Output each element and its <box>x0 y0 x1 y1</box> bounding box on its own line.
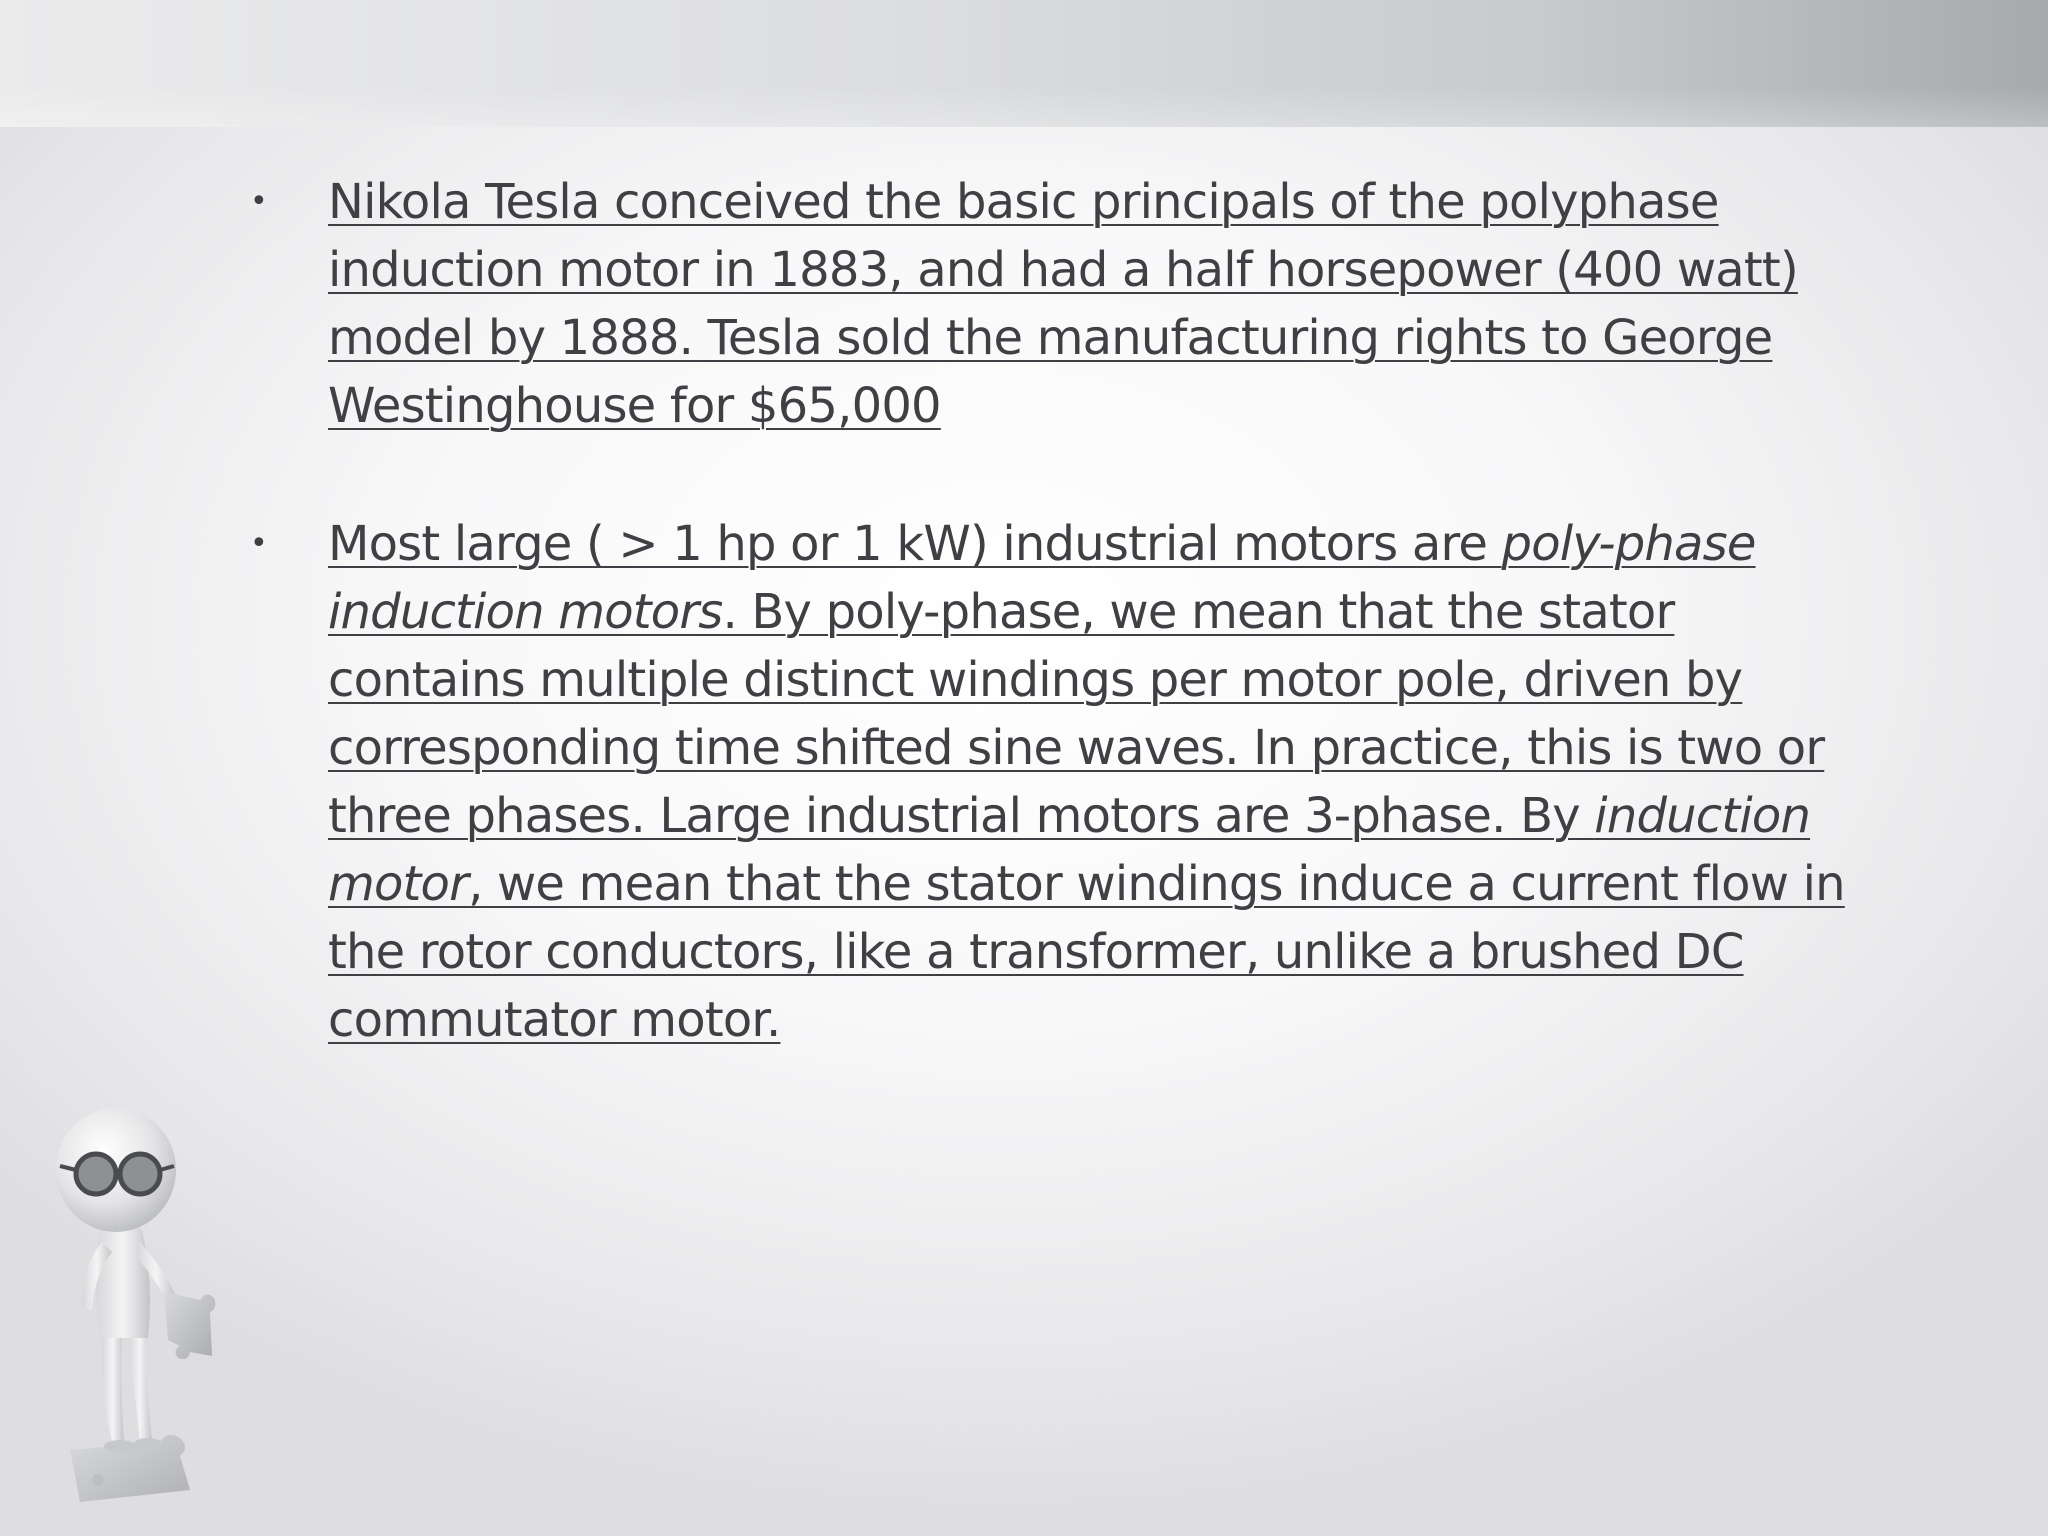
header-band <box>0 0 2048 127</box>
slide-content <box>250 168 1870 1124</box>
italic-term: induction motor <box>328 788 1811 912</box>
bullet-item <box>250 168 1870 440</box>
bullet-text-run: Most large ( > 1 hp or 1 kW) industrial motors are <box>328 516 1502 572</box>
person-with-puzzle-illustration <box>40 1070 250 1530</box>
italic-term: poly-phase induction motors <box>328 516 1756 640</box>
bullet-text <box>328 510 1870 1054</box>
bullet-item <box>250 510 1870 1054</box>
bullet-text-run: . By poly-phase, we mean that the stator contains multiple distinct windings per motor pole, driven by corresponding time shifted sine waves. In practice, this is two or three phases. Large industrial motors are 3-phase. By <box>328 584 1825 844</box>
bullet-marker: • <box>250 526 268 561</box>
bullet-text <box>328 168 1870 440</box>
bullet-marker: • <box>250 184 268 219</box>
bullet-text-run: Nikola Tesla conceived the basic principals of the polyphase induction motor in 1883, and had a half horsepower (400 watt) model by 1888. Tesla sold the manufacturing rights to George Westinghouse for $65,000 <box>328 174 1798 434</box>
bullet-text-run: , we mean that the stator windings induce a current flow in the rotor conductors, like a transformer, unlike a brushed DC commutator motor. <box>328 856 1845 1048</box>
